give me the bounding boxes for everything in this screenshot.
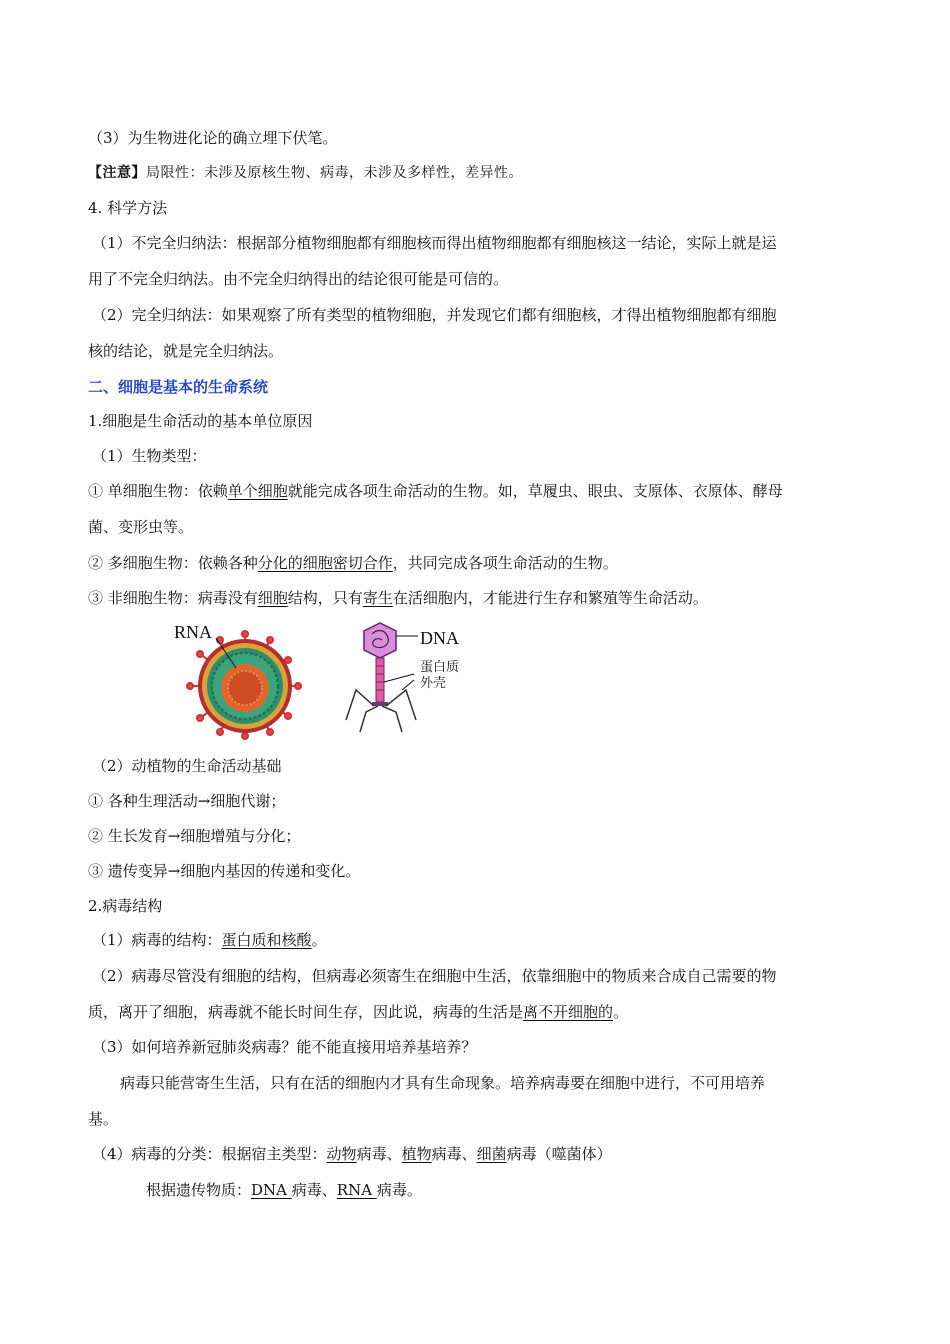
virus-structure-line: [92, 930, 868, 950]
virus-classification-genetic: [146, 1180, 922, 1200]
dna-label: DNA: [420, 628, 459, 648]
acellular-underlined-cell: 细胞: [257, 589, 288, 607]
bacteriophage-figure: [336, 620, 476, 738]
virus-parasite-underlined: 离不开细胞的: [523, 1003, 614, 1021]
unicellular-prefix: ① 单细胞生物：依赖: [88, 482, 228, 500]
virus-structure-underlined: 蛋白质和核酸: [221, 931, 312, 949]
incomplete-induction-line1: （1）不完全归纳法：根据部分植物细胞都有细胞核而得出植物细胞都有细胞核这一结论，实际上就是运: [92, 234, 777, 252]
virus-classification-host: [92, 1144, 868, 1164]
multicellular-prefix: ② 多细胞生物：依赖各种: [88, 554, 258, 572]
multicellular-line: [88, 553, 864, 573]
unicellular-suffix: 就能完成各项生命活动的生物。如，草履虫、眼虫、支原体、衣原体、酵母: [287, 482, 783, 500]
virus-parasite-line2: [88, 1002, 864, 1022]
acellular-suffix: 在活细胞内，才能进行生存和繁殖等生命活动。: [392, 589, 708, 607]
classification-text-1: 病毒、: [356, 1145, 402, 1163]
rna-virus-figure: [170, 620, 310, 740]
classification-animal: 动物: [326, 1145, 357, 1163]
protein-shell-label-2: 外壳: [420, 676, 447, 691]
classification-dna: DNA: [251, 1181, 292, 1199]
paragraph-evolution: （3）为生物进化论的确立埋下伏笔。: [88, 129, 338, 147]
unicellular-line2: 菌、变形虫等。: [88, 518, 194, 536]
subsection-2-title: 2.病毒结构: [88, 897, 163, 915]
note-paragraph: [88, 163, 864, 183]
complete-induction-line1: （2）完全归纳法：如果观察了所有类型的植物细胞，并发现它们都有细胞核，才得出植物细胞都有细胞: [92, 306, 777, 324]
complete-induction-line2: 核的结论，就是完全归纳法。: [88, 342, 284, 360]
acellular-middle: 结构，只有: [287, 589, 363, 607]
unicellular-line1: [88, 481, 864, 501]
multicellular-underlined: 分化的细胞密切合作: [257, 554, 393, 572]
phage-tail: [376, 658, 384, 702]
classification-rna: RNA: [336, 1181, 377, 1199]
section-4-title: 4. 科学方法: [88, 199, 168, 217]
note-text: 局限性：未涉及原核生物、病毒，未涉及多样性，差异性。: [146, 165, 523, 181]
acellular-line: [88, 588, 864, 608]
incomplete-induction-line2: 用了不完全归纳法。由不完全归纳得出的结论很可能是可信的。: [88, 270, 509, 288]
basis-growth: ② 生长发育→细胞增殖与分化；: [88, 827, 301, 845]
basis-heredity: ③ 遗传变异→细胞内基因的传递和变化。: [88, 862, 361, 880]
note-label: 【注意】: [88, 165, 146, 181]
life-activity-basis-title: （2）动植物的生命活动基础: [92, 757, 282, 775]
classification-text-5: 病毒。: [376, 1181, 422, 1199]
virus-culture-question: （3）如何培养新冠肺炎病毒？能不能直接用培养基培养？: [92, 1038, 477, 1056]
virus-culture-answer-line1: 病毒只能营寄生生活，只有在活的细胞内才具有生命现象。培养病毒要在细胞中进行，不可用培养: [120, 1074, 766, 1092]
virus-parasite-prefix: 质，离开了细胞，病毒就不能长时间生存，因此说，病毒的生活是: [88, 1003, 524, 1021]
organism-types-title: （1）生物类型：: [92, 447, 207, 465]
rna-label: RNA: [174, 622, 213, 642]
multicellular-suffix: ，共同完成各项生命活动的生物。: [392, 554, 618, 572]
basis-metabolism: ① 各种生理活动→细胞代谢；: [88, 792, 286, 810]
virus-parasite-line1: （2）病毒尽管没有细胞的结构，但病毒必须寄生在细胞中生活，依靠细胞中的物质来合成自己需要的物: [92, 967, 777, 985]
acellular-prefix: ③ 非细胞生物：病毒没有: [88, 589, 258, 607]
classification-host-prefix: （4）病毒的分类：根据宿主类型：: [92, 1145, 327, 1163]
classification-text-3: 病毒（噬菌体）: [506, 1145, 612, 1163]
classification-text-4: 病毒、: [291, 1181, 337, 1199]
classification-text-2: 病毒、: [431, 1145, 477, 1163]
classification-plant: 植物: [401, 1145, 432, 1163]
phage-head: [364, 623, 396, 658]
virus-structure-suffix: 。: [311, 931, 327, 949]
classification-genetic-prefix: 根据遗传物质：: [146, 1181, 252, 1199]
virus-structure-prefix: （1）病毒的结构：: [92, 931, 222, 949]
acellular-underlined-parasite: 寄生: [362, 589, 393, 607]
classification-bacteria: 细菌: [476, 1145, 507, 1163]
protein-shell-label-1: 蛋白质: [420, 660, 460, 675]
virus-culture-answer-line2: 基。: [88, 1110, 119, 1128]
virus-parasite-suffix: 。: [613, 1003, 629, 1021]
unicellular-underlined: 单个细胞: [227, 482, 288, 500]
subsection-1-title: 1.细胞是生命活动的基本单位原因: [88, 412, 313, 430]
section-2-heading: 二、细胞是基本的生命系统: [88, 378, 269, 396]
